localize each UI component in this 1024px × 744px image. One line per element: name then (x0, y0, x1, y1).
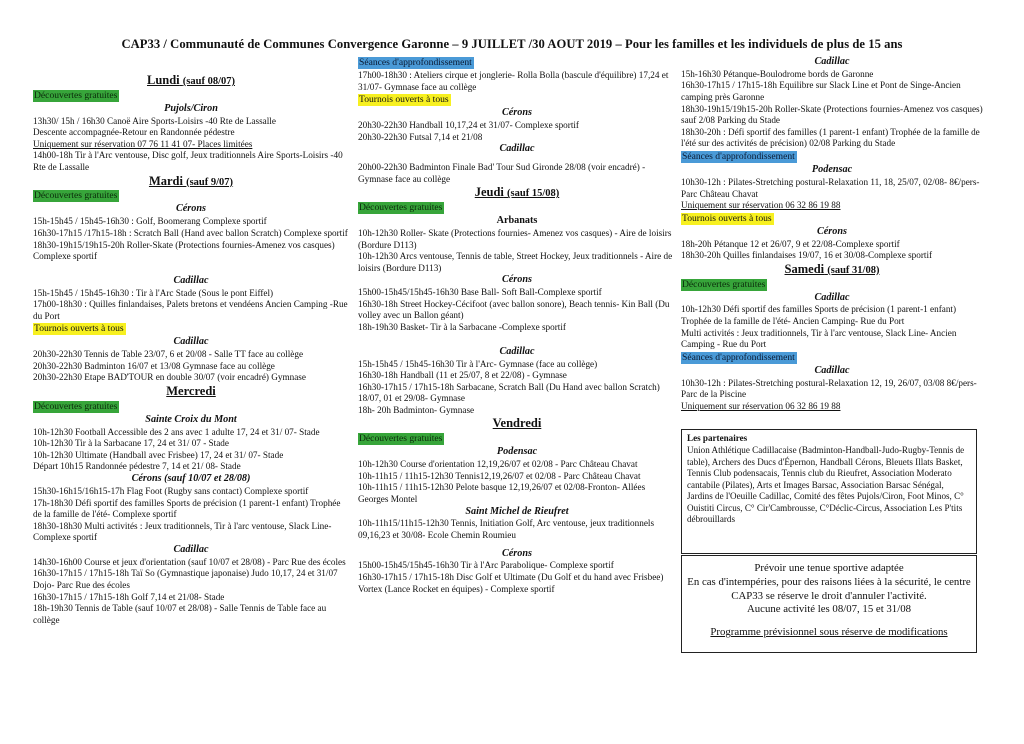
activity-line: Multi activités : Jeux traditionnels, Tir à l'arc ventouse, Slack Line- Ancien Camping - Rue du Port (681, 327, 957, 350)
activity-line: 15h-16h30 Pétanque-Boulodrome bords de Garonne (681, 68, 874, 79)
activity-line: 16h30-18h Street Hockey-Cécifoot (avec ballon sonore), Beach tennis- Kin Ball (Du volley avec un Ballon géant) (358, 298, 670, 321)
label-decouvertes: Découvertes gratuites (34, 89, 118, 101)
activity-line: 10h-12h30 Course d'orientation 12,19,26/07 et 02/08 - Parc Château Chavat (358, 459, 638, 470)
activity-line: 16h30-17h15 / 17h15-18h Golf 7,14 et 21/08- Stade (33, 591, 225, 602)
activity-line: 20h30-22h30 Tennis de Table 23/07, 6 et 20/08 - Salle TT face au collège (33, 349, 304, 360)
activity-line: 20h30-22h30 Futsal 7,14 et 21/08 (358, 131, 483, 142)
town-heading: Cadillac (173, 336, 209, 348)
activity-line: 10h-11h15 / 11h15-12h30 Pelote basque 12,19,26/07 et 02/08-Fronton- Allées Georges Montel (358, 482, 646, 504)
town-heading: Cadillac (814, 364, 850, 376)
town-heading: Sainte Croix du Mont (145, 413, 237, 425)
reservation-line: Uniquement sur réservation 06 32 86 19 88 (681, 400, 841, 411)
town-heading: Arbanats (496, 215, 538, 227)
activity-line: 14h00-18h Tir à l'Arc ventouse, Disc golf, Jeux traditionnels Aire Sports-Loisirs -40 Rte de Lassalle (33, 150, 343, 173)
day-heading-mercredi: Mercredi (166, 384, 216, 399)
activity-line: 18h30-19h15/19h15-20h Roller-Skate (Protections fournies-Amenez vos casques) Complexe sportif (33, 239, 335, 262)
activity-line: 18h- 20h Badminton- Gymnase (358, 404, 475, 415)
town-heading: Podensac (811, 164, 853, 176)
activity-line: 16h30-17h15 /17h15-18h : Scratch Ball (Hand avec ballon Scratch) Complexe sportif (33, 227, 348, 238)
activity-line: 10h-12h30 Défi sportif des familles Sports de précision (1 parent-1 enfant) Trophée de la famille de l'été- Ancien Camping- Rue du Port (681, 304, 957, 327)
activity-line: 10h-11h15/11h15-12h30 Tennis, Initiation Golf, Arc ventouse, jeux traditionnels 09,16,23 et 30/08- Ecole Chemin Roumieu (358, 518, 655, 540)
activity-line: 18h-20h Pétanque 12 et 26/07, 9 et 22/08-Complexe sportif (681, 238, 900, 249)
activity-line: 15h-15h45 / 15h45-16h30 : Golf, Boomerang Complexe sportif (33, 216, 267, 227)
town-heading: Cadillac (499, 345, 535, 357)
partners-box (681, 429, 977, 554)
activity-line: 10h-12h30 Roller- Skate (Protections fournies- Amenez vos casques) - Aire de loisirs (Bordure D113) (358, 228, 672, 250)
label-tournois: Tournois ouverts à tous (359, 94, 449, 106)
label-decouvertes: Découvertes gratuites (359, 433, 443, 445)
activity-line: 18h30-19h15/19h15-20h Roller-Skate (Protections fournies-Amenez vos casques) sauf 2/08 Parking du Stade (681, 103, 983, 126)
label-decouvertes: Découvertes gratuites (359, 202, 443, 214)
activity-line: 18h-19h30 Basket- Tir à la Sarbacane -Complexe sportif (358, 322, 566, 333)
activity-line: 16h30-17h15 / 17h15-18h Equilibre sur Slack Line et Pont de Singe-Ancien camping près Garonne (681, 80, 961, 103)
day-heading-samedi: Samedi (sauf 31/08) (784, 261, 880, 276)
activity-line: 13h30/ 15h / 16h30 Canoë Aire Sports-Loisirs -40 Rte de Lassalle (33, 115, 276, 126)
column-middle (358, 56, 676, 595)
town-heading: Cadillac (814, 291, 850, 303)
activity-line: 17h00-18h30 : Ateliers cirque et jonglerie- Rolla Bolla (bascule d'équilibre) 17,24 et 31/07- Gymnase face au collège (358, 70, 669, 92)
activity-line: 16h30-17h15 / 17h15-18h Disc Golf et Ultimate (Du Golf et du hand avec Frisbee) Vortex (Lance Rocket en équipes) - Complexe sportif (358, 572, 664, 594)
activity-line: 10h-12h30 Football Accessible des 2 ans avec 1 adulte 17, 24 et 31/ 07- Stade (33, 426, 320, 437)
day-heading-jeudi: Jeudi (sauf 15/08) (474, 185, 560, 200)
label-seances: Séances d'approfondissement (682, 151, 795, 162)
activity-line: 20h30-22h30 Etape BAD'TOUR en double 30/07 (voir encadré) Gymnase (33, 372, 306, 383)
label-seances: Séances d'approfondissement (359, 57, 472, 68)
column-right (681, 56, 983, 413)
town-heading: Cadillac (173, 543, 209, 555)
column-left (33, 73, 349, 626)
town-heading: Podensac (496, 446, 538, 458)
activity-line: 18h-19h30 Tennis de Table (sauf 10/07 et 28/08) - Salle Tennis de Table face au collège (33, 603, 327, 625)
notice-box (681, 555, 977, 653)
activity-line: 15h30-16h15/16h15-17h Flag Foot (Rugby sans contact) Complexe sportif (33, 485, 309, 496)
day-heading-lundi: Lundi (sauf 08/07) (146, 73, 235, 87)
partners-title: Les partenaires (687, 433, 748, 443)
label-tournois: Tournois ouverts à tous (34, 323, 124, 335)
page-title: CAP33 / Communauté de Communes Convergence Garonne – 9 JUILLET /30 AOUT 2019 – Pour les familles et les individuels de plus de 15 ans (121, 37, 903, 51)
notice-line: Prévoir une tenue sportive adaptée (754, 562, 904, 574)
town-heading: Cérons (175, 203, 206, 215)
activity-line: 16h30-18h Handball (11 et 25/07, 8 et 22/08) - Gymnase (358, 370, 567, 381)
reservation-line: Uniquement sur réservation 06 32 86 19 88 (681, 200, 841, 211)
notice-line: En cas d'intempéries, pour des raisons liées à la sécurité, le centre CAP33 se réserve le droit d'annuler l'activité. (687, 575, 971, 602)
town-heading: Cérons (501, 107, 532, 119)
activity-line: 15h00-15h45/15h45-16h30 Base Ball- Soft Ball-Complexe sportif (358, 287, 602, 298)
town-heading: Cadillac (814, 56, 850, 67)
town-heading: Cadillac (173, 274, 209, 286)
label-decouvertes: Découvertes gratuites (682, 278, 766, 290)
activity-line: 10h-12h30 Ultimate (Handball avec Frisbee) 17, 24 et 31/ 07- Stade (33, 449, 284, 460)
label-decouvertes: Découvertes gratuites (34, 190, 118, 202)
notice-line: Programme prévisionnel sous réserve de modifications (710, 626, 948, 639)
reservation-line: Uniquement sur réservation 07 76 11 41 07- Places limitées (33, 138, 253, 149)
activity-line: 10h-12h30 Tir à la Sarbacane 17, 24 et 31/ 07 - Stade (33, 438, 229, 449)
activity-line: 10h30-12h : Pilates-Stretching postural-Relaxation 12, 19, 26/07, 03/08 8€/pers- Parc de la Piscine (681, 377, 977, 400)
activity-line: 17h-18h30 Défi sportif des familles Sports de précision (1 parent-1 enfant) Trophée de la famille de l'été- Complexe sportif (33, 497, 341, 520)
day-heading-vendredi: Vendredi (492, 416, 542, 431)
activity-line: 17h00-18h30 : Quilles finlandaises, Palets bretons et vendéens Ancien Camping -Rue du Port (33, 299, 348, 321)
notice-line: Aucune activité les 08/07, 15 et 31/08 (746, 603, 911, 616)
town-heading: Cérons (501, 547, 532, 559)
town-heading: Cadillac (499, 143, 535, 155)
label-tournois: Tournois ouverts à tous (682, 212, 772, 224)
activity-line: 10h-11h15 / 11h15-12h30 Tennis12,19,26/07 et 02/08 - Parc Château Chavat (358, 470, 641, 481)
town-heading: Cérons (816, 225, 847, 237)
town-heading: Saint Michel de Rieufret (465, 505, 569, 517)
town-heading: Cérons (sauf 10/07 et 28/08) (131, 473, 251, 485)
activity-line: 20h30-22h30 Badminton 16/07 et 13/08 Gymnase face au collège (33, 360, 275, 371)
day-heading-mardi: Mardi (sauf 9/07) (148, 173, 234, 188)
activity-line: 18h30-20h Quilles finlandaises 19/07, 16 et 30/08-Complexe sportif (681, 250, 933, 261)
activity-line: 15h-15h45 / 15h45-16h30 Tir à l'Arc- Gymnase (face au collège) (358, 358, 598, 369)
activity-line: 20h00-22h30 Badminton Finale Bad' Tour Sud Gironde 28/08 (voir encadré) - Gymnase face au collège (358, 162, 646, 184)
partners-text: Union Athlétique Cadillacaise (Badminton-Handball-Judo-Rugby-Tennis de table), Archers des Ducs d'Épernon, Handball Cérons, Bleuets Illats Basket, Tennis Club podensacais, Tennis club du Rieufret, Association Moderato cantabile (Pilates), Arts et Images Barsac, Association Barsac Sénégal, Jardins de l'Oeuille Cadillac, Comité des fêtes Pujols/Ciron, Foot Minos, C° Ouistiti Circus, C° Cir'Cambrousse, C°Déclic-Circus, Association Les P'tits débrouillards (687, 445, 965, 525)
activity-line: 14h30-16h00 Course et jeux d'orientation (sauf 10/07 et 28/08) - Parc Rue des écoles (33, 556, 346, 567)
activity-line: 18h30-18h30 Multi activités : Jeux traditionnels, Tir à l'arc ventouse, Slack Line- Complexe sportif (33, 520, 332, 543)
activity-line: Départ 10h15 Randonnée pédestre 7, 14 et 21/ 08- Stade (33, 461, 241, 472)
activity-line: 15h00-15h45/15h45-16h30 Tir à l'Arc Parabolique- Complexe sportif (358, 560, 614, 571)
activity-line: 10h30-12h : Pilates-Stretching postural-Relaxation 11, 18, 25/07, 02/08- 8€/pers- Parc Château Chavat (681, 176, 980, 199)
activity-line: 10h-12h30 Arcs ventouse, Tennis de table, Street Hockey, Jeux traditionnels - Aire de loisirs (Bordure D113) (358, 251, 673, 273)
town-heading: Pujols/Ciron (164, 102, 218, 114)
activity-line: 16h30-17h15 / 17h15-18h Taï So (Gymnastique japonaise) Judo 10,17, 24 et 31/07 Dojo- Parc Rue des écoles (33, 568, 338, 590)
town-heading: Cérons (501, 274, 532, 286)
activity-line: 16h30-17h15 / 17h15-18h Sarbacane, Scratch Ball (Du Hand avec ballon Scratch) 18/07, 01 et 29/08- Gymnase (358, 381, 660, 404)
activity-line: 15h-15h45 / 15h45-16h30 : Tir à l'Arc Stade (Sous le pont Eiffel) (33, 287, 274, 298)
activity-line: 18h30-20h : Défi sportif des familles (1 parent-1 enfant) Trophée de la famille de l'été sur des activités de précision) 02/08 Parking du Stade (681, 126, 980, 149)
activity-line: 20h30-22h30 Handball 10,17,24 et 31/07- Complexe sportif (358, 120, 579, 131)
activity-line: Descente accompagnée-Retour en Randonnée pédestre (33, 127, 235, 138)
label-seances: Séances d'approfondissement (682, 351, 795, 363)
label-decouvertes: Découvertes gratuites (34, 400, 118, 412)
